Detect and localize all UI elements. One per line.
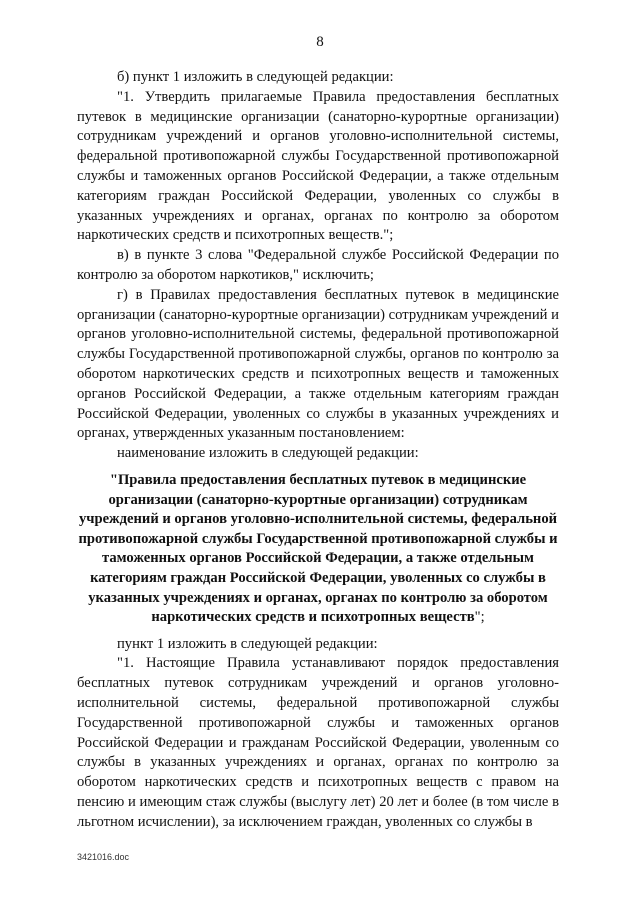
footer-filename: 3421016.doc <box>77 852 130 862</box>
paragraph-item-b: б) пункт 1 изложить в следующей редакции: <box>117 69 394 85</box>
paragraph-item-g: г) в Правилах предоставления бесплатных путевок в медицинские организации (санаторно-курортные организации) сотрудникам учреждений и органов уголовно-исполнительной системы, федеральной противопожарной службы Государственной противопожарной службы, органов по контролю за оборотом наркотических средств и психотропных веществ и таможенных органов Российской Федерации, а также отдельным категориям граждан Российской Федерации, уволенных со службы в указанных учреждениях и органах, утвержденных указанным постановлением: <box>77 286 559 442</box>
bold-title-quote-open: " <box>109 471 118 488</box>
paragraph-title-intro: наименование изложить в следующей редакции: <box>117 445 419 462</box>
page-number: 8 <box>316 34 324 50</box>
paragraph-point-1-text: "1. Настоящие Правила устанавливают порядок предоставления бесплатных путевок сотрудникам учреждений и органов уголовно-исполнительной системы, федеральной противопожарной службы Государственной противопожарной службы и таможенных органов Российской Федерации и гражданам Российской Федерации, уволенным со службы в указанных учреждениях и органах, органах по контролю за оборотом наркотических средств и психотропных веществ с правом на пенсию и имеющим стаж службы (выслугу лет) 20 лет и более (в том числе в льготном исчислении), за исключением граждан, уволенных со службы в <box>77 655 559 830</box>
paragraph-item-v: в) в пункте 3 слова "Федеральной службе Российской Федерации по контролю за оборотом наркотиков," исключить; <box>77 247 559 283</box>
paragraph-item-1-quote: "1. Утвердить прилагаемые Правила предоставления бесплатных путевок в медицинские организации (санаторно-курортные организации) сотрудникам учреждений и органов уголовно-исполнительной системы, федеральной противопожарной службы Государственной противопожарной службы и таможенных органов Российской Федерации, а также отдельным категориям граждан Российской Федерации, уволенных со службы в указанных учреждениях и органах, органах по контролю за оборотом наркотических средств и психотропных веществ."; <box>77 88 559 244</box>
bold-title-block <box>77 471 559 628</box>
document-body <box>77 68 559 833</box>
bold-title-text: Правила предоставления бесплатных путевок в медицинские организации (санаторно-курортные организации) сотрудникам учреждений и органов уголовно-исполнительной системы, федеральной противопожарной службы Государственной противопожарной службы и таможенных органов Российской Федерации, а также отдельным категориям граждан Российской Федерации, уволенных со службы в указанных учреждениях и органах, органах по контролю за оборотом наркотических средств и психотропных веществ <box>78 471 558 626</box>
paragraph-point-1-intro: пункт 1 изложить в следующей редакции: <box>117 635 378 652</box>
bold-title-quote-close: "; <box>474 609 485 626</box>
